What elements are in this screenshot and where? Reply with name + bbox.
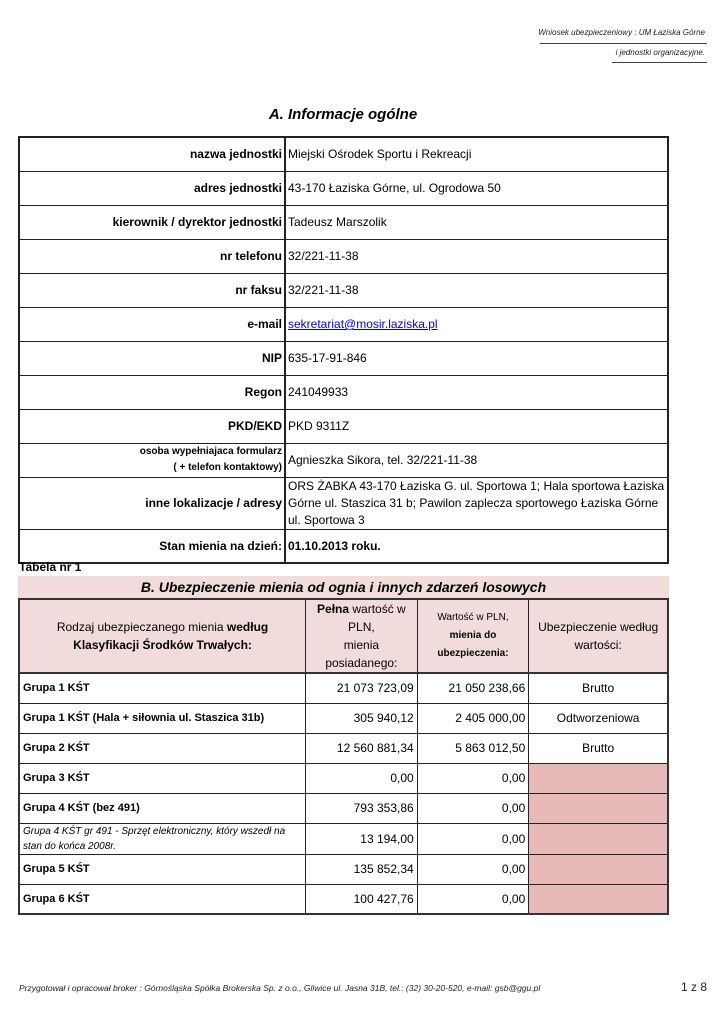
valuation-type-empty [529,763,668,793]
info-row [19,273,668,307]
insured-value: 0,00 [417,793,529,823]
info-label: kierownik / dyrektor jednostki [19,205,285,239]
info-row [19,375,668,409]
info-row [19,477,668,529]
row-name: Grupa 4 KŚT (bez 491) [19,793,306,823]
table-row [19,884,668,914]
info-label: NIP [19,341,285,375]
info-label: nazwa jednostki [19,137,285,171]
valuation-type: Brutto [529,673,668,703]
table-caption: Tabela nr 1 [19,560,82,574]
header-text: Rodzaj ubezpieczanego mienia [56,620,227,634]
info-value: 635-17-91-846 [285,341,668,375]
label-line: osoba wypełniajaca formularz [139,446,282,457]
section-b-title: B. Ubezpieczenie mienia od ognia i innych zdarzeń losowych [18,576,669,598]
info-value: 32/221-11-38 [285,239,668,273]
info-value: 01.10.2013 roku. [285,529,668,563]
row-name: Grupa 4 KŚT gr 491 - Sprzęt elektroniczny, który wszedł na stan do końca 2008r. [19,823,306,854]
info-label: e-mail [19,307,285,341]
table-row [19,854,668,884]
info-row [19,443,668,477]
header-text: wartości: [574,638,622,652]
footer-broker-info: Przygotował i opracował broker : Górnośląska Spółka Brokerska Sp. z o.o., Gliwice ul. Jasna 31B, tel.: (32) 30-20-520, e-mail: gsb@ggu.pl [19,983,541,993]
valuation-type-empty [529,793,668,823]
header-text: według [226,620,269,634]
col-header-valuation [529,599,668,673]
info-label: inne lokalizacje / adresy [19,477,285,529]
header-text: ubezpieczenia: [437,648,509,659]
col-header-insured-value [417,599,529,673]
info-value: Tadeusz Marszolik [285,205,668,239]
info-value: 241049933 [285,375,668,409]
col-header-full-value [306,599,418,673]
insured-value: 0,00 [417,763,529,793]
full-value: 0,00 [306,763,418,793]
email-link[interactable]: sekretariat@mosir.laziska.pl [288,317,438,331]
insured-value: 21 050 238,66 [417,673,529,703]
valuation-type: Brutto [529,733,668,763]
row-name: Grupa 2 KŚT [19,733,306,763]
insured-value: 0,00 [417,823,529,854]
valuation-type-empty [529,823,668,854]
general-info-table [18,136,669,564]
row-name: Grupa 1 KŚT [19,673,306,703]
info-row [19,205,668,239]
property-insurance-table [18,598,669,915]
full-value: 305 940,12 [306,703,418,733]
table-row [19,733,668,763]
info-value: 32/221-11-38 [285,273,668,307]
table-row [19,793,668,823]
valuation-type-empty [529,854,668,884]
table-header-row [19,599,668,673]
info-row [19,137,668,171]
info-value: PKD 9311Z [285,409,668,443]
header-text: mienia posiadanego: [325,638,398,670]
header-divider [612,62,707,63]
insured-value: 0,00 [417,854,529,884]
table-row [19,703,668,733]
running-header-subtitle: i jednostki organizacyjne. [615,48,705,57]
col-header-type [19,599,306,673]
insured-value: 2 405 000,00 [417,703,529,733]
header-text: Pełna [317,602,350,616]
info-row [19,409,668,443]
info-value: 43-170 Łaziska Górne, ul. Ogrodowa 50 [285,171,668,205]
info-label [19,443,285,477]
row-name: Grupa 3 KŚT [19,763,306,793]
table-row [19,673,668,703]
info-value: ORS ŻABKA 43-170 Łaziska G. ul. Sportowa 1; Hala sportowa Łaziska Górne ul. Staszica 31 b; Pawilon zaplecza sportowego Łaziska Górne ul. Sportowa 3 [285,477,668,529]
info-label: Regon [19,375,285,409]
table-row [19,763,668,793]
header-text: mienia do [449,630,497,641]
info-label: nr telefonu [19,239,285,273]
info-label: adres jednostki [19,171,285,205]
full-value: 100 427,76 [306,884,418,914]
valuation-type-empty [529,884,668,914]
info-row [19,307,668,341]
valuation-type: Odtworzeniowa [529,703,668,733]
row-name: Grupa 1 KŚT (Hala + siłownia ul. Staszica 31b) [19,703,306,733]
full-value: 135 852,34 [306,854,418,884]
info-label: nr faksu [19,273,285,307]
info-row [19,529,668,563]
info-row [19,239,668,273]
header-text: wartość w PLN, [348,602,406,634]
running-header-title: Wniosek ubezpieczeniowy : UM Łaziska Górne [538,28,705,37]
row-name: Grupa 6 KŚT [19,884,306,914]
header-text: Ubezpieczenie według [538,620,659,634]
info-label: PKD/EKD [19,409,285,443]
info-label: Stan mienia na dzień: [19,529,285,563]
info-value [285,307,668,341]
info-row [19,341,668,375]
info-row [19,171,668,205]
page-number: 1 z 8 [680,980,707,994]
table-row [19,823,668,854]
row-name: Grupa 5 KŚT [19,854,306,884]
full-value: 21 073 723,09 [306,673,418,703]
full-value: 793 353,86 [306,793,418,823]
header-divider [540,43,707,44]
label-line: ( + telefon kontaktowy) [173,462,282,473]
insured-value: 5 863 012,50 [417,733,529,763]
full-value: 13 194,00 [306,823,418,854]
full-value: 12 560 881,34 [306,733,418,763]
info-value: Miejski Ośrodek Sportu i Rekreacji [285,137,668,171]
header-text: Klasyfikacji Środków Trwałych: [73,638,252,652]
section-a-title: A. Informacje ogólne [268,106,418,123]
header-text: Wartość w PLN, [437,612,509,623]
insured-value: 0,00 [417,884,529,914]
info-value: Agnieszka Sikora, tel. 32/221-11-38 [285,443,668,477]
